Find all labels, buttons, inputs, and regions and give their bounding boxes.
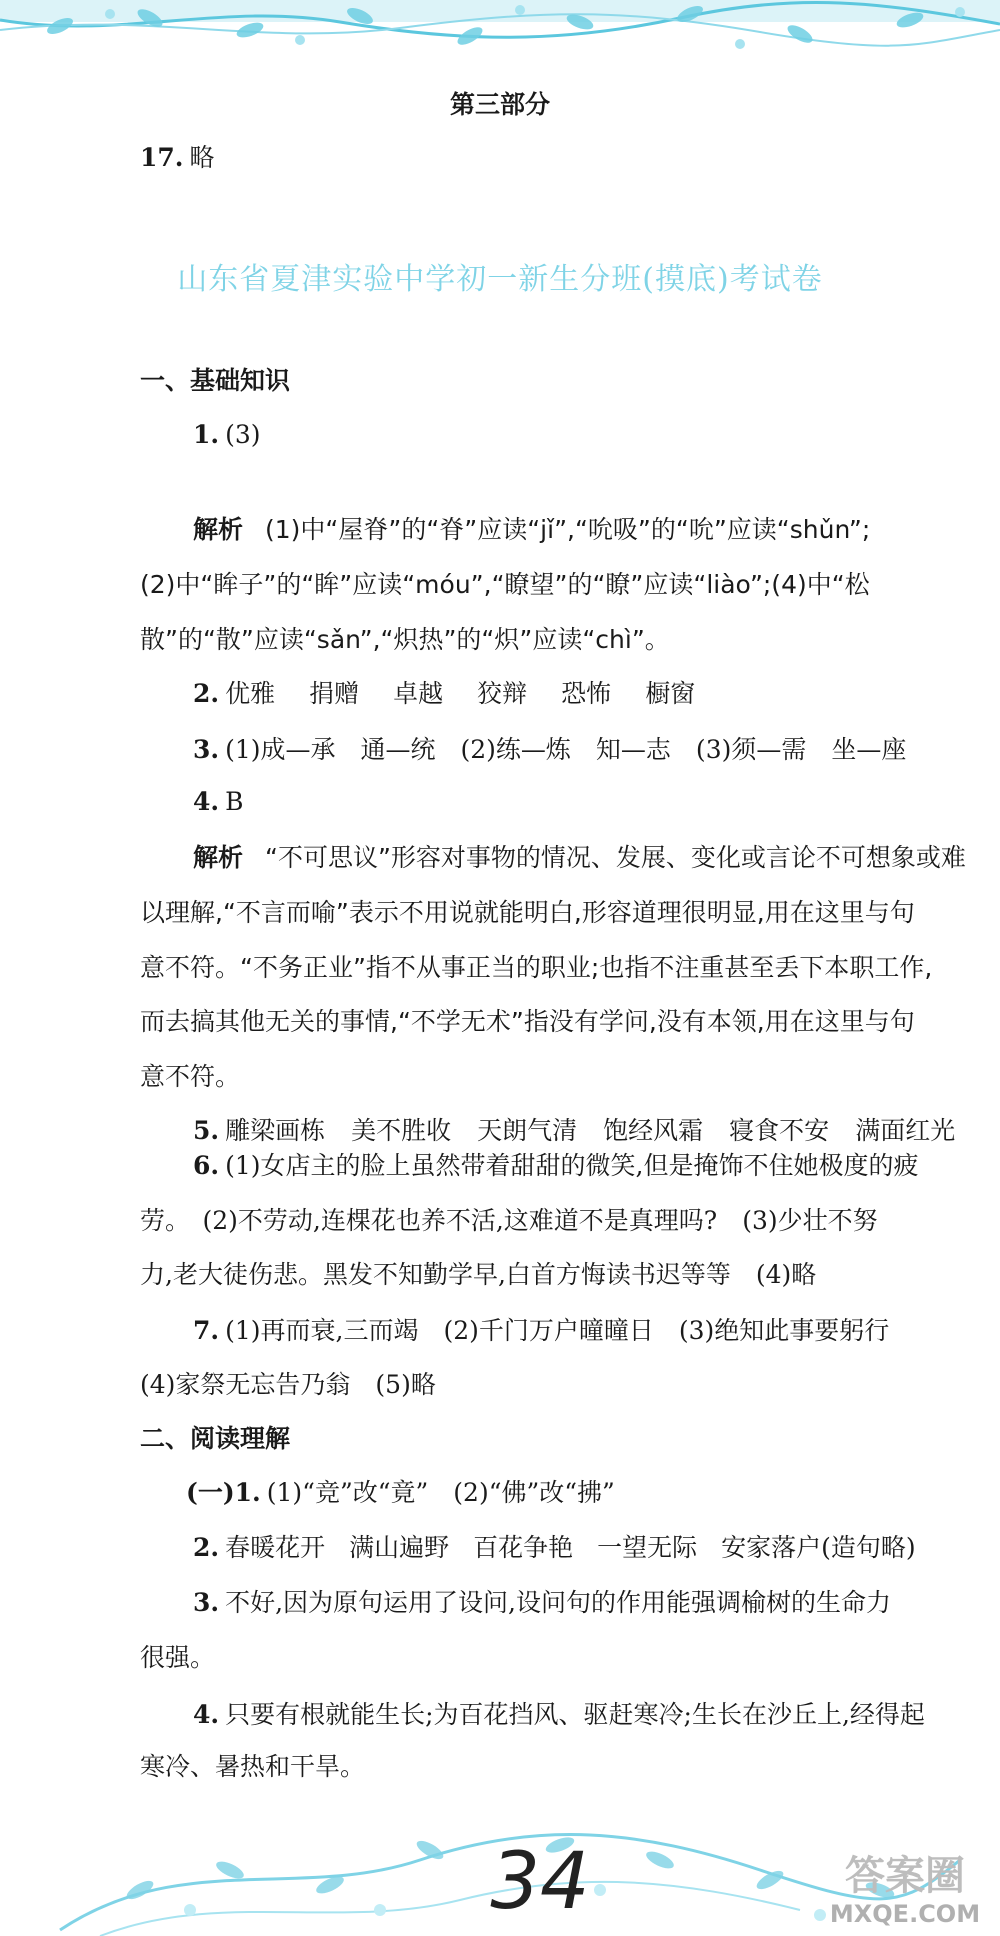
analysis-label: 解析 [193,843,244,872]
word-item: 百花争艳 [473,1533,574,1562]
question-number: 2. [193,679,220,708]
exam-title: 山东省夏津实验中学初一新生分班(摸底)考试卷 [177,262,823,297]
answer-text: (1)再而衰,三而竭 (2)千门万户曈曈日 (3)绝知此事要躬行 [225,1316,890,1345]
analysis-line [193,515,1000,545]
reading-question-2 [193,1533,1000,1563]
answer-line: 力,老大徒伤悲。黑发不知勤学早,白首方悔读书迟等等 (4)略 [140,1260,817,1289]
word-item: 卓越 [393,679,444,708]
analysis-line [193,843,1000,873]
question-3 [193,735,1000,765]
answer-text: 只要有根就能生长;为百花挡风、驱赶寒冷;生长在沙丘上,经得起 [225,1700,925,1729]
answer-text: 不好,因为原句运用了设问,设问句的作用能强调榆树的生命力 [225,1588,892,1617]
question-number: 4. [193,787,220,816]
word-item: 优雅 [225,679,276,708]
question-number: 2. [193,1533,220,1562]
analysis-line: (2)中“眸子”的“眸”应读“móu”,“瞭望”的“瞭”应读“liào”;(4)中“松 [140,570,870,599]
answer-line: 寒冷、暑热和干旱。 [140,1752,366,1781]
question-number: 17. [140,143,184,172]
question-7 [193,1316,1000,1346]
section-title-reading: 二、阅读理解 [140,1424,291,1453]
analysis-line: 而去搞其他无关的事情,“不学无术”指没有学问,没有本领,用在这里与句 [140,1007,915,1036]
analysis-line: 意不符。“不务正业”指不从事正当的职业;也指不注重甚至丢下本职工作, [140,953,933,982]
reading-question-3 [193,1588,1000,1618]
question-5 [193,1116,1000,1146]
word-item: 满山遍野 [349,1533,450,1562]
question-answer: 略 [189,143,215,172]
answer-line: (4)家祭无忘告乃翁 (5)略 [140,1370,436,1399]
analysis-line: 意不符。 [140,1062,241,1091]
analysis-line: 散”的“散”应读“sǎn”,“炽热”的“炽”应读“chì”。 [140,625,670,654]
page-number: 34 [490,1837,590,1927]
question-answer: (3) [225,420,261,449]
analysis-line: 以理解,“不言而喻”表示不用说就能明白,形容道理很明显,用在这里与句 [140,898,915,927]
question-4 [193,787,1000,817]
question-number: 5. [193,1116,220,1145]
question-number: 4. [193,1700,220,1729]
word-item: 春暖花开 [225,1533,326,1562]
watermark-logo-icon: 答案圈 [845,1853,965,1899]
answer-line: 很强。 [140,1643,216,1672]
word-item: 满面红光 [855,1116,956,1145]
analysis-label: 解析 [193,515,244,544]
analysis-text: (1)中“屋脊”的“脊”应读“jǐ”,“吮吸”的“吮”应读“shǔn”; [265,515,871,544]
part-heading: 第三部分 [449,90,550,119]
word-item: 狡辩 [477,679,528,708]
question-number: 3. [193,1588,220,1617]
answer-text: (1)“竞”改“竟” (2)“佛”改“拂” [266,1478,615,1507]
analysis-text: “不可思议”形容对事物的情况、发展、变化或言论不可想象或难 [265,843,966,872]
section-title-basic-knowledge: 一、基础知识 [140,366,291,395]
word-item: 恐怖 [561,679,612,708]
question-number: 7. [193,1316,220,1345]
question-1 [193,420,1000,450]
word-item: 安家落户(造句略) [721,1533,916,1562]
word-item: 寝食不安 [729,1116,830,1145]
question-number: 6. [193,1151,220,1180]
question-6 [193,1151,1000,1181]
question-number: (一)1. [186,1478,261,1507]
question-answer: B [225,787,244,816]
answer-text: (1)女店主的脸上虽然带着甜甜的微笑,但是掩饰不住她极度的疲 [225,1151,919,1180]
word-item: 捐赠 [309,679,360,708]
reading-question-1 [186,1478,1000,1508]
question-number: 1. [193,420,220,449]
answer-line: 劳。 (2)不劳动,连棵花也养不活,这难道不是真理吗? (3)少壮不努 [140,1206,878,1235]
word-item: 橱窗 [645,679,696,708]
word-item: 天朗气清 [477,1116,578,1145]
word-item: 美不胜收 [351,1116,452,1145]
site-watermark [820,1850,990,1930]
question-answer: (1)成—承 通—统 (2)练—炼 知—志 (3)须—需 坐—座 [225,735,907,764]
word-item: 雕梁画栋 [225,1116,326,1145]
question-17 [140,143,970,173]
watermark-url: MXQE.COM [829,1900,981,1928]
reading-question-4 [193,1700,1000,1730]
question-number: 3. [193,735,220,764]
word-item: 一望无际 [597,1533,698,1562]
word-item: 饱经风霜 [603,1116,704,1145]
question-2 [193,679,1000,709]
